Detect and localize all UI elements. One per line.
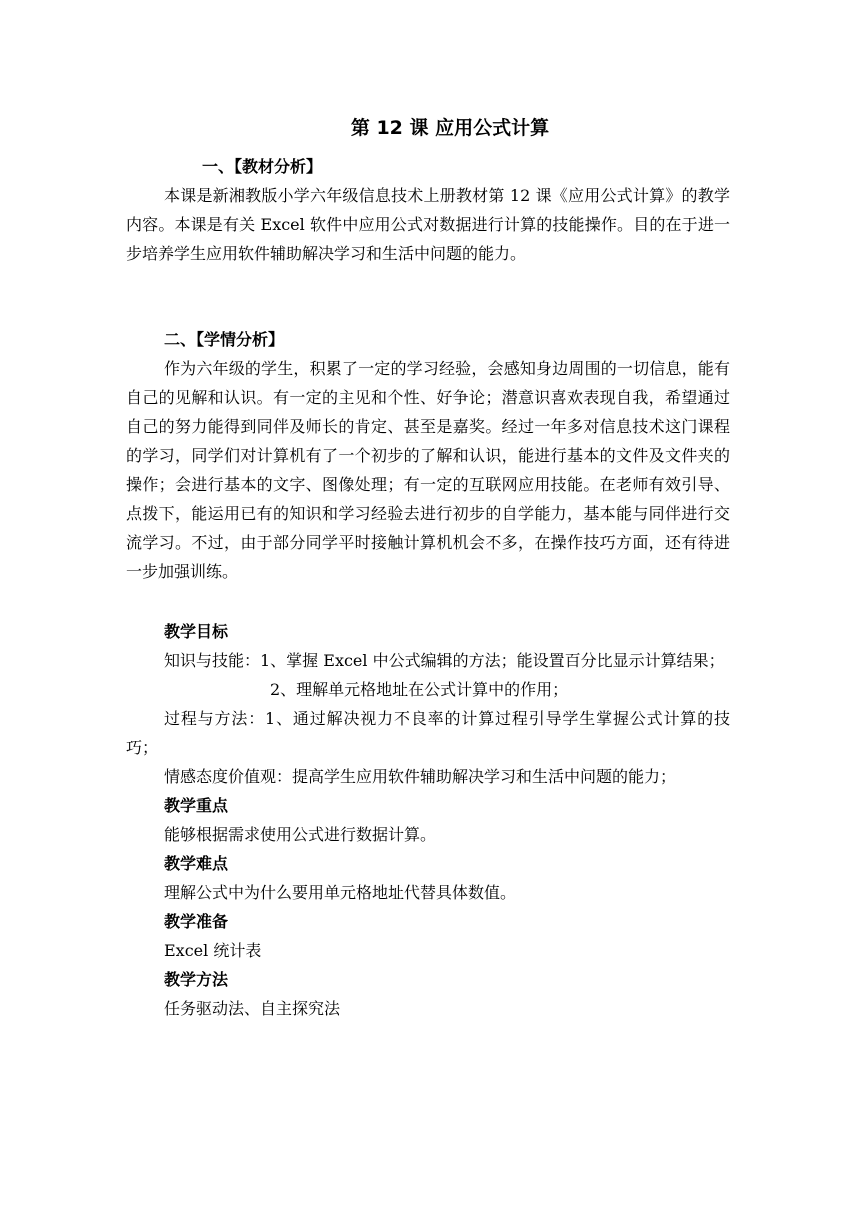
section-textbook-analysis	[126, 152, 730, 268]
objective-emotion: 情感态度价值观：提高学生应用软件辅助解决学习和生活中问题的能力；	[164, 767, 677, 786]
section-teaching-objectives	[126, 617, 730, 1023]
section-heading: 一、【教材分析】	[202, 157, 323, 176]
section-student-analysis	[126, 325, 730, 586]
section-heading: 教学准备	[164, 912, 229, 931]
difficulties-text: 理解公式中为什么要用单元格地址代替具体数值。	[164, 883, 517, 902]
section-heading: 教学目标	[164, 622, 229, 641]
objective-process: 过程与方法：1、通过解决视力不良率的计算过程引导学生掌握公式计算的技巧；	[126, 709, 730, 757]
objective-knowledge: 知识与技能：1、掌握 Excel 中公式编辑的方法；能设置百分比显示计算结果；	[164, 651, 725, 670]
section-paragraph: 作为六年级的学生，积累了一定的学习经验，会感知身边周围的一切信息，能有自己的见解和认识。有一定的主见和个性、好争论；潜意识喜欢表现自我，希望通过自己的努力能得到同伴及师长的肯定、甚至是嘉奖。经过一年多对信息技术这门课程的学习，同学们对计算机有了一个初步的了解和认识，能进行基本的文件及文件夹的操作；会进行基本的文字、图像处理；有一定的互联网应用技能。在老师有效引导、点拨下，能运用已有的知识和学习经验去进行初步的自学能力，基本能与同伴进行交流学习。不过，由于部分同学平时接触计算机机会不多，在操作技巧方面，还有待进一步加强训练。	[126, 359, 730, 581]
section-heading: 教学难点	[164, 854, 229, 873]
objective-knowledge-2: 2、理解单元格地址在公式计算中的作用；	[270, 680, 569, 699]
section-paragraph: 本课是新湘教版小学六年级信息技术上册教材第 12 课《应用公式计算》的教学内容。本课是有关 Excel 软件中应用公式对数据进行计算的技能操作。目的在于进一步培养学生应用软件辅助解决学习和生活中问题的能力。	[126, 186, 730, 263]
preparation-text: Excel 统计表	[164, 941, 262, 960]
key-points-text: 能够根据需求使用公式进行数据计算。	[164, 825, 437, 844]
lesson-title: 第 12 课 应用公式计算	[350, 117, 550, 139]
section-heading: 二、【学情分析】	[164, 330, 285, 349]
methods-text: 任务驱动法、自主探究法	[164, 999, 341, 1018]
section-heading: 教学方法	[164, 970, 229, 989]
section-heading: 教学重点	[164, 796, 229, 815]
